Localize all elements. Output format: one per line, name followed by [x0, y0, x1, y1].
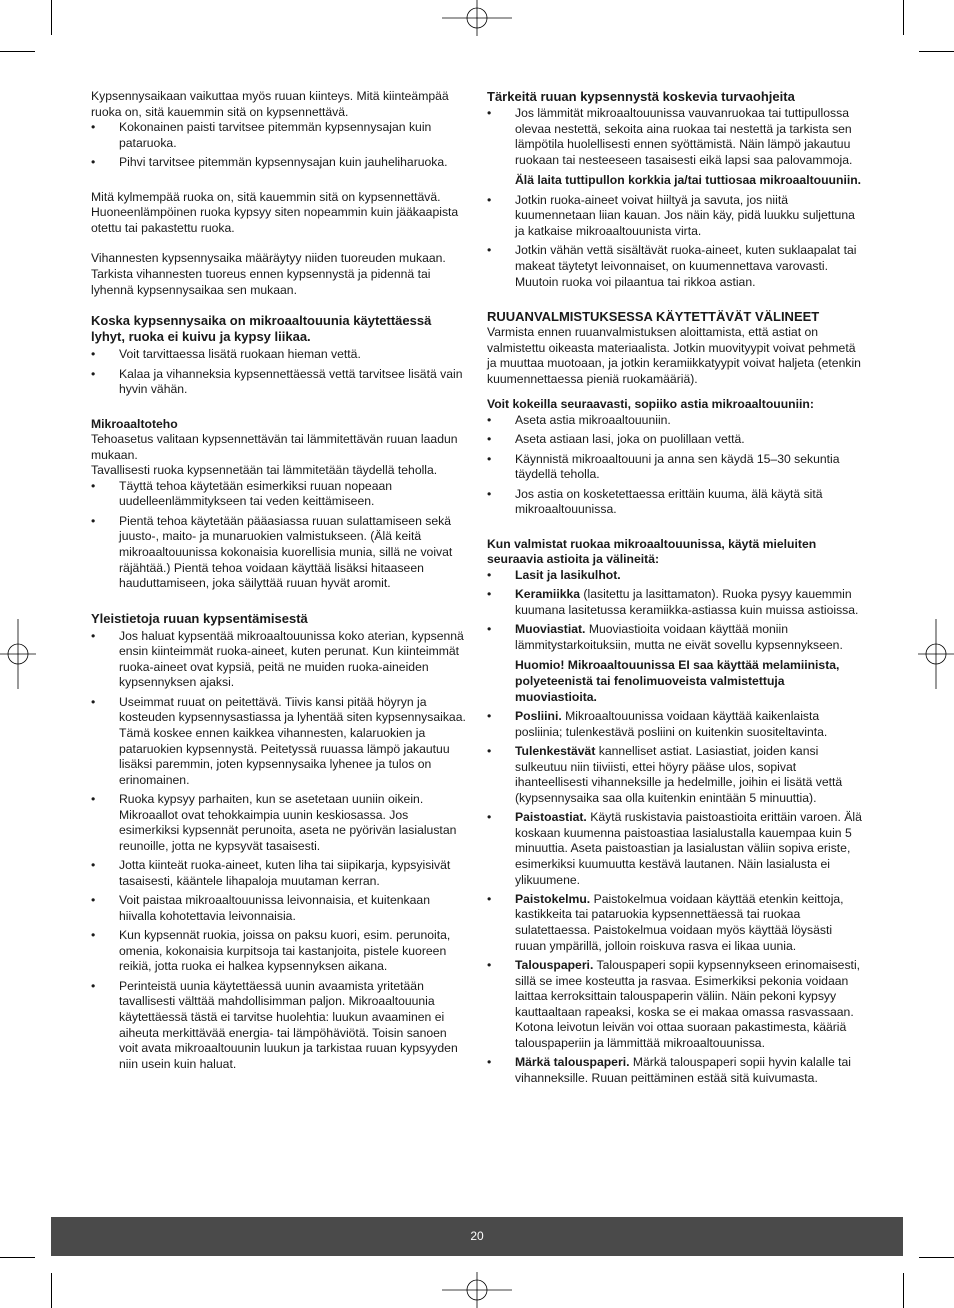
- list-item-term: Talouspaperi.: [515, 958, 594, 973]
- bullet-list: [487, 413, 864, 518]
- list-item: [91, 120, 468, 151]
- registration-mark-bottom: [442, 1272, 512, 1308]
- list-item-term: Tulenkestävät: [515, 743, 596, 758]
- registration-mark-right: [918, 619, 954, 689]
- list-item: [91, 695, 468, 789]
- list-item-text: Muoviastioita voidaan käyttää moniin lämmitystarkoituksiin, mutta ne eivät sovellu kypsennykseen.: [515, 622, 843, 652]
- bullet-icon: •: [91, 478, 96, 493]
- paragraph: Varmista ennen ruuanvalmistuksen aloittamista, että astiat on valmistettu oikeasta materiaalista. Jotkin muovityypit voivat pehmetä ja muuttaa muotoaan, ja jotkin keramiikkatyypit voivat haljeta (etenkin kuumennettaessa pieniä ruokamääriä).: [487, 324, 861, 386]
- bullet-icon: •: [91, 513, 96, 528]
- bullet-icon: •: [91, 978, 96, 993]
- bullet-list: [91, 629, 468, 1073]
- paragraph: Tehoasetus valitaan kypsennettävän tai lämmitettävän ruuan laadun mukaan.: [91, 432, 458, 462]
- list-item: [91, 629, 468, 691]
- list-item: [91, 893, 468, 924]
- paragraph: Mitä kylmempää ruoka on, sitä kauemmin sitä on kypsennettävä. Huoneenlämpöinen ruoka kypsyy siten nopeammin kuin jääkaapista otettu tai pakastettu ruoka.: [91, 189, 459, 235]
- bullet-icon: •: [91, 366, 96, 381]
- list-item: [487, 709, 864, 740]
- bullet-icon: •: [487, 243, 492, 258]
- bullet-list: [91, 347, 468, 398]
- bullet-icon: •: [91, 792, 96, 807]
- crop-mark-tl-v: [51, 0, 52, 35]
- bullet-icon: •: [91, 155, 96, 170]
- list-item-text: Ruoka kypsyy parhaiten, kun se asetetaan uuniin oikein. Mikroaallot ovat tehokkaimpia uunin keskiosassa. Jos esimerkiksi kypsennät perunoita, aseta ne pyörivän lasialustan reunoille, jotta ne kypsyvät tasaisesti.: [119, 792, 457, 853]
- list-item: [487, 243, 864, 290]
- list-item-text: Jos lämmität mikroaaltouunissa vauvanruokaa tai tuttipullossa olevaa nestettä, sekoita aina ruokaa tai nestettä ja tarkista sen lämpötila huolellisesti ennen syöttämistä. Näin lämpö jakautuu ruokaan tai nesteeseen tasaisesti eikä lapsi saa palovammoja.: [515, 106, 853, 167]
- bullet-icon: •: [487, 587, 492, 602]
- list-item-term: Märkä talouspaperi.: [515, 1055, 630, 1070]
- list-item: [487, 193, 864, 240]
- list-item: [487, 810, 864, 888]
- paragraph: Kypsennysaikaan vaikuttaa myös ruuan kiinteys. Mitä kiinteämpää ruoka on, sitä kauemmin sitä on kypsennettävä.: [91, 89, 449, 119]
- bullet-icon: •: [487, 1055, 492, 1070]
- list-item-text: Jos astia on kosketettaessa erittäin kuuma, älä käytä sitä mikroaaltouunissa.: [515, 486, 823, 517]
- list-item-text: Täyttä tehoa käytetään esimerkiksi ruuan nopeaan uudelleenlämmitykseen tai veden keittämiseen.: [119, 478, 393, 509]
- list-item: [487, 587, 864, 618]
- list-item: [91, 347, 468, 363]
- bullet-icon: •: [91, 694, 96, 709]
- bullet-icon: •: [91, 347, 96, 362]
- list-item-text: Pientä tehoa käytetään pääasiassa ruuan sulattamiseen sekä juusto-, maito- ja munaruokien valmistukseen. (Älä keitä mikroaaltouunissa kokonaisia kuorellisia munia, sillä ne voivat räjähtää.) Pientä tehoa voidaan käyttää lisäksi hitaaseen hauduttamiseen, joka säilyttää ruuan hyvät aromit.: [119, 513, 453, 591]
- bullet-icon: •: [487, 412, 492, 427]
- bullet-icon: •: [91, 893, 96, 908]
- bullet-icon: •: [487, 708, 492, 723]
- bullet-icon: •: [91, 120, 96, 135]
- list-item: [91, 792, 468, 854]
- list-item: [91, 155, 468, 171]
- bullet-icon: •: [487, 810, 492, 825]
- crop-mark-bl-v: [51, 1273, 52, 1308]
- paragraph: Vihannesten kypsennysaika määräytyy niiden tuoreuden mukaan. Tarkista vihannesten tuoreus ennen kypsennystä ja pidennä tai lyhennä kypsennysaikaa sen mukaan.: [91, 251, 446, 297]
- crop-mark-br-h: [919, 1257, 954, 1258]
- page-number: 20: [470, 1228, 484, 1243]
- bullet-icon: •: [487, 743, 492, 758]
- list-item: [487, 568, 864, 584]
- section-heading: Yleistietoja ruuan kypsentämisestä: [91, 610, 308, 626]
- list-item-text: Kun kypsennät ruokia, joissa on paksu kuori, esim. perunoita, omenia, kokonaisia kurpitsoja tai kastanjoita, pistele kuoreen reikiä, jotta ruoka ei halkea kypsennyksen aikana.: [119, 928, 451, 974]
- bullet-list: [487, 106, 864, 290]
- section-heading: RUUANVALMISTUKSESSA KÄYTETTÄVÄT VÄLINEET: [487, 308, 820, 324]
- list-item: [91, 979, 468, 1073]
- crop-mark-br-v: [903, 1273, 904, 1308]
- registration-mark-top: [442, 0, 512, 36]
- list-item-term: Paistokelmu.: [515, 891, 591, 906]
- list-item: [487, 1055, 864, 1086]
- list-item-text: Kalaa ja vihanneksia kypsennettäessä vettä tarvitsee lisätä vain hyvin vähän.: [119, 366, 463, 397]
- list-item-text: Märkä talouspaperi sopii hyvin kalalle tai vihanneksille. Ruuan peittäminen estää sitä kuivumasta.: [515, 1055, 851, 1086]
- list-item: [487, 106, 864, 189]
- section-heading: Voit kokeilla seuraavasti, sopiiko astia mikroaaltouuniin:: [487, 397, 814, 412]
- list-item-term: Posliini.: [515, 708, 562, 723]
- crop-mark-tr-h: [919, 51, 954, 52]
- bullet-icon: •: [91, 928, 96, 943]
- bullet-list: [91, 120, 468, 171]
- paragraph: Tavallisesti ruoka kypsennetään tai lämmitetään täydellä teholla.: [91, 463, 438, 478]
- list-item: [487, 622, 864, 705]
- footer-bar: [51, 1217, 903, 1256]
- list-item: [487, 744, 864, 806]
- list-item-text: Kokonainen paisti tarvitsee pitemmän kypsennysajan kuin pataruoka.: [119, 120, 432, 150]
- warning-note: Älä laita tuttipullon korkkia ja/tai tuttiosaa mikroaaltouuniin.: [515, 173, 862, 188]
- list-item-text: Jotkin vähän vettä sisältävät ruoka-aineet, kuten suklaapalat tai makeat täytetyt leivonnaiset, on kuumennettava varovasti. Muutoin ruoka voi pilaantua tai rikkoa astian.: [515, 243, 857, 289]
- list-item-text: Jos haluat kypsentää mikroaaltouunissa koko aterian, kypsennä ensin kiinteimmät ruoka-aineet, kuten perunat. Kun kiinteimmät ruoka-aineet ovat kypsiä, peitä ne muiden ruoka-aineiden kypsennyksen ajaksi.: [119, 628, 464, 690]
- list-item: [487, 892, 864, 954]
- list-item-text: Aseta astia mikroaaltouuniin.: [515, 412, 671, 427]
- list-item-term: Lasit ja lasikulhot.: [515, 567, 621, 582]
- list-item-text: Pihvi tarvitsee pitemmän kypsennysajan kuin jauheliharuoka.: [119, 155, 448, 170]
- list-item-text: Voit tarvittaessa lisätä ruokaan hieman vettä.: [119, 347, 361, 362]
- bullet-list: [487, 568, 864, 1087]
- right-column: [487, 89, 864, 1090]
- list-item: [487, 452, 864, 483]
- bullet-icon: •: [487, 192, 492, 207]
- list-item: [91, 367, 468, 398]
- crop-mark-bl-h: [0, 1257, 35, 1258]
- list-item-term: Keramiikka: [515, 587, 581, 602]
- list-item: [91, 928, 468, 975]
- bullet-icon: •: [487, 106, 492, 120]
- bullet-icon: •: [487, 622, 492, 637]
- list-item-text: (lasitettu ja lasittamaton). Ruoka pysyy kauemmin kuumana lasitetussa keramiikka-astiassa kuin muissa astioissa.: [515, 587, 859, 617]
- list-item: [487, 487, 864, 518]
- bullet-icon: •: [487, 432, 492, 447]
- bullet-icon: •: [487, 567, 492, 582]
- bullet-icon: •: [91, 628, 96, 643]
- list-item-text: Perinteistä uunia käytettäessä uunin avaamista yritetään tavallisesti välttää mahdollisimman paljon. Mikroaaltouunia käytettäessä tästä ei tarvitse huolehtia: luukun avaaminen ei aiheuta merkittävää energia- tai lämpöhäviötä. Toisin sanoen voit avata mikroaaltouunin luukun ja tarkistaa ruuan kypsyyden niin usein kuin haluat.: [119, 978, 458, 1071]
- bullet-icon: •: [487, 451, 492, 466]
- list-item-text: Useimmat ruuat on peitettävä. Tiivis kansi pitää höyryn ja kosteuden kypsennysastiassa ja lyhentää siten kypsennysaikaa. Tämä koskee ennen kaikkea vihannesten, kalaruokien ja pataruokien kypsennystä. Peitetyssä ruuassa lämpö jakautuu lisäksi paremmin, joten kypsennysaika lyhenee ja tulos on erinomainen.: [119, 694, 466, 787]
- bullet-icon: •: [487, 958, 492, 973]
- list-item-text: kannelliset astiat. Lasiastiat, joiden kansi sulkeutuu niin tiiviisti, ettei höyry pääse ulos, sopivat ihanteellisesti vihanneksille ja hedelmille, joihin ei lisätä vettä (kypsennysaika saa olla kuitenkin enintään 5 minuuttia).: [515, 743, 843, 805]
- list-item-text: Käytä ruskistavia paistoastioita erittäin varoen. Älä koskaan kuumenna paistoastiaa lasialustalla kauempaa kuin 5 minuuttia. Aseta paistoastian ja lasialustan väliin sopiva eriste, esimerkiksi kuumuutta kestävä lautanen. Näin lasialusta ei ylikuumene.: [515, 810, 862, 887]
- bullet-icon: •: [91, 858, 96, 873]
- registration-mark-left: [0, 619, 36, 689]
- list-item-text: Jotta kiinteät ruoka-aineet, kuten liha tai siipikarja, kypsyisivät tasaisesti, kääntele lihapaloja muutaman kerran.: [119, 858, 451, 888]
- list-item: [91, 858, 468, 889]
- list-item-text: Aseta astiaan lasi, joka on puolillaan vettä.: [515, 432, 745, 447]
- list-item-term: Muoviastiat.: [515, 622, 586, 637]
- list-item: [487, 413, 864, 429]
- left-column: [91, 89, 468, 1076]
- section-heading: Kun valmistat ruokaa mikroaaltouunissa, käytä mieluiten seuraavia astioita ja välineitä:: [487, 536, 817, 567]
- list-item-text: Jotkin ruoka-aineet voivat hiiltyä ja savuta, jos niitä kuumennetaan liian kauan. Jos näin käy, pidä luukku suljettuna ja katkaise mikroaaltouunista virta.: [515, 192, 855, 238]
- list-item-text: Mikroaaltouunissa voidaan käyttää kaikenlaista posliinia; tulenkestävä posliini on kuitenkin suositeltavinta.: [515, 708, 828, 739]
- bullet-icon: •: [487, 891, 492, 906]
- list-item: [91, 479, 468, 510]
- section-heading: Tärkeitä ruuan kypsennystä koskevia turvaohjeita: [487, 89, 795, 104]
- list-item: [91, 514, 468, 592]
- list-item-text: Talouspaperi sopii kypsennykseen erinomaisesti, sillä se imee kosteutta ja rasvaa. Esimerkiksi pekonia voidaan laittaa kerroksittain talouspaperin väliin. Näin pekoni kypsyy kauttaaltaan rapeaksi, koska se ei makaa omassa rasvassaan. Kotona leivotun leivän voi ottaa suoraan pakastimesta, kääriä talouspaperiin ja lämmittää mikroaaltouunissa.: [515, 958, 861, 1051]
- list-item-text: Käynnistä mikroaaltouuni ja anna sen käydä 15–30 sekuntia täydellä teholla.: [515, 451, 840, 482]
- section-heading: Koska kypsennysaika on mikroaaltouunia käytettäessä lyhyt, ruoka ei kuivu ja kypsy liikaa.: [91, 313, 432, 345]
- bullet-icon: •: [487, 486, 492, 501]
- crop-mark-tl-h: [0, 51, 35, 52]
- list-item-text: Paistokelmua voidaan käyttää etenkin keittoja, kastikkeita tai pataruokia kypsennettäessä tai ruokaa sulatettaessa. Paistokelmua voidaan myös käyttää löysästi ruuan ympärillä, jolloin roiskuva rasva ei likaa uunia.: [515, 891, 844, 953]
- warning-note: Huomio! Mikroaaltouunissa EI saa käyttää melamiinista, polyeteenistä tai fenolimuoveista valmistettuja muoviastioita.: [515, 658, 840, 704]
- list-item-term: Paistoastiat.: [515, 810, 587, 825]
- section-heading: Mikroaaltoteho: [91, 416, 178, 431]
- bullet-list: [91, 479, 468, 592]
- list-item: [487, 432, 864, 448]
- list-item: [487, 958, 864, 1052]
- crop-mark-tr-v: [903, 0, 904, 35]
- list-item-text: Voit paistaa mikroaaltouunissa leivonnaisia, et kuitenkaan hiivalla kohotettavia leivonnaisia.: [119, 893, 430, 923]
